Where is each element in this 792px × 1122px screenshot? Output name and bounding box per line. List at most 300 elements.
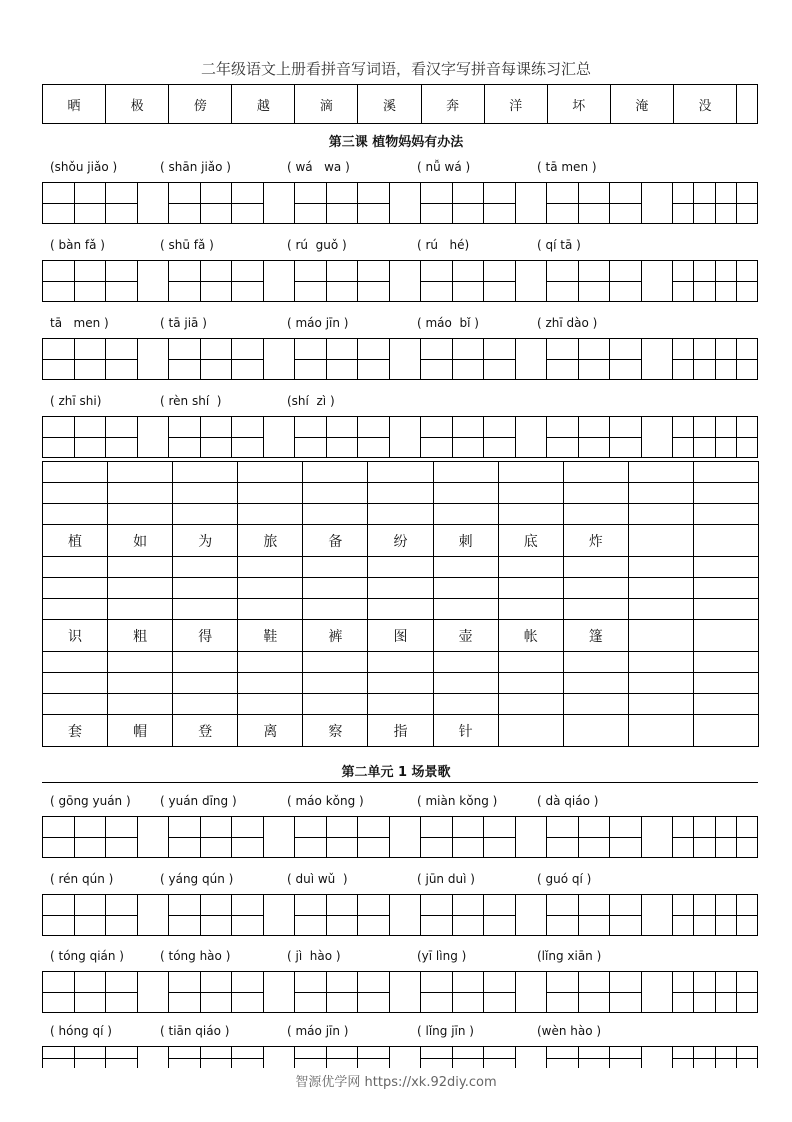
answer-cell[interactable] bbox=[43, 578, 108, 599]
writing-cell[interactable] bbox=[516, 183, 547, 223]
writing-cell[interactable] bbox=[694, 895, 715, 935]
writing-cell[interactable] bbox=[673, 261, 694, 301]
writing-cell[interactable] bbox=[516, 261, 547, 301]
pinyin-answer-row[interactable] bbox=[43, 652, 759, 673]
answer-cell[interactable] bbox=[499, 578, 564, 599]
writing-cell[interactable] bbox=[390, 339, 421, 379]
writing-cell[interactable] bbox=[716, 1047, 737, 1068]
writing-cell[interactable] bbox=[610, 339, 642, 379]
answer-cell[interactable] bbox=[434, 462, 499, 483]
answer-cell[interactable] bbox=[238, 694, 303, 715]
answer-cell[interactable] bbox=[108, 694, 173, 715]
writing-cell[interactable] bbox=[547, 1047, 579, 1068]
answer-cell[interactable] bbox=[173, 673, 238, 694]
writing-word-box[interactable] bbox=[421, 972, 547, 1012]
writing-cell[interactable] bbox=[106, 817, 138, 857]
writing-cell[interactable] bbox=[358, 895, 390, 935]
answer-cell[interactable] bbox=[694, 599, 759, 620]
answer-cell[interactable] bbox=[434, 578, 499, 599]
writing-cell[interactable] bbox=[264, 972, 295, 1012]
answer-cell[interactable] bbox=[238, 462, 303, 483]
pinyin-answer-row[interactable] bbox=[43, 504, 759, 525]
writing-cell[interactable] bbox=[295, 339, 327, 379]
answer-cell[interactable] bbox=[564, 652, 629, 673]
writing-cell[interactable] bbox=[43, 261, 75, 301]
answer-cell[interactable] bbox=[303, 557, 368, 578]
writing-word-box[interactable] bbox=[421, 1047, 547, 1068]
pinyin-answer-row[interactable] bbox=[43, 599, 759, 620]
writing-word-box[interactable] bbox=[43, 261, 169, 301]
writing-cell[interactable] bbox=[421, 1047, 453, 1068]
writing-word-box[interactable] bbox=[673, 895, 757, 935]
writing-cell[interactable] bbox=[295, 1047, 327, 1068]
answer-cell[interactable] bbox=[173, 483, 238, 504]
writing-cell[interactable] bbox=[138, 817, 169, 857]
writing-word-box[interactable] bbox=[169, 895, 295, 935]
writing-cell[interactable] bbox=[106, 183, 138, 223]
writing-cell[interactable] bbox=[610, 972, 642, 1012]
writing-cell[interactable] bbox=[169, 972, 201, 1012]
answer-cell[interactable] bbox=[629, 462, 694, 483]
writing-cell[interactable] bbox=[106, 261, 138, 301]
answer-cell[interactable] bbox=[108, 673, 173, 694]
pinyin-answer-row[interactable] bbox=[43, 673, 759, 694]
writing-cell[interactable] bbox=[516, 417, 547, 457]
writing-cell[interactable] bbox=[75, 817, 107, 857]
writing-cell[interactable] bbox=[138, 183, 169, 223]
writing-word-box[interactable] bbox=[421, 261, 547, 301]
answer-cell[interactable] bbox=[303, 673, 368, 694]
writing-cell[interactable] bbox=[673, 817, 694, 857]
answer-cell[interactable] bbox=[173, 462, 238, 483]
writing-cell[interactable] bbox=[673, 895, 694, 935]
writing-cell[interactable] bbox=[169, 1047, 201, 1068]
writing-cell[interactable] bbox=[75, 895, 107, 935]
writing-cell[interactable] bbox=[737, 1047, 757, 1068]
writing-cell[interactable] bbox=[610, 417, 642, 457]
answer-cell[interactable] bbox=[173, 694, 238, 715]
writing-word-box[interactable] bbox=[547, 183, 673, 223]
writing-word-box[interactable] bbox=[421, 417, 547, 457]
answer-cell[interactable] bbox=[368, 504, 433, 525]
writing-cell[interactable] bbox=[579, 895, 611, 935]
writing-cell[interactable] bbox=[453, 1047, 485, 1068]
answer-cell[interactable] bbox=[694, 652, 759, 673]
writing-cell[interactable] bbox=[390, 417, 421, 457]
writing-cell[interactable] bbox=[264, 417, 295, 457]
writing-cell[interactable] bbox=[484, 261, 516, 301]
writing-cell[interactable] bbox=[295, 972, 327, 1012]
answer-cell[interactable] bbox=[108, 557, 173, 578]
writing-cell[interactable] bbox=[169, 339, 201, 379]
writing-word-box[interactable] bbox=[295, 895, 421, 935]
writing-cell[interactable] bbox=[642, 417, 673, 457]
answer-cell[interactable] bbox=[629, 483, 694, 504]
writing-cell[interactable] bbox=[327, 339, 359, 379]
pinyin-answer-row[interactable] bbox=[43, 557, 759, 578]
writing-word-box[interactable] bbox=[169, 261, 295, 301]
writing-grid[interactable] bbox=[42, 260, 758, 302]
writing-cell[interactable] bbox=[390, 183, 421, 223]
writing-cell[interactable] bbox=[716, 339, 737, 379]
pinyin-answer-row[interactable] bbox=[43, 694, 759, 715]
writing-cell[interactable] bbox=[421, 895, 453, 935]
writing-cell[interactable] bbox=[453, 417, 485, 457]
answer-cell[interactable] bbox=[564, 578, 629, 599]
writing-cell[interactable] bbox=[169, 895, 201, 935]
writing-cell[interactable] bbox=[716, 417, 737, 457]
writing-cell[interactable] bbox=[358, 417, 390, 457]
writing-cell[interactable] bbox=[421, 972, 453, 1012]
answer-cell[interactable] bbox=[368, 557, 433, 578]
writing-word-box[interactable] bbox=[547, 817, 673, 857]
answer-cell[interactable] bbox=[629, 504, 694, 525]
writing-grid[interactable] bbox=[42, 971, 758, 1013]
writing-cell[interactable] bbox=[264, 261, 295, 301]
writing-cell[interactable] bbox=[547, 183, 579, 223]
writing-word-box[interactable] bbox=[673, 339, 757, 379]
writing-cell[interactable] bbox=[75, 417, 107, 457]
writing-cell[interactable] bbox=[484, 339, 516, 379]
answer-cell[interactable] bbox=[564, 504, 629, 525]
writing-cell[interactable] bbox=[579, 817, 611, 857]
writing-cell[interactable] bbox=[295, 183, 327, 223]
answer-cell[interactable] bbox=[173, 578, 238, 599]
answer-cell[interactable] bbox=[629, 599, 694, 620]
answer-cell[interactable] bbox=[564, 462, 629, 483]
writing-cell[interactable] bbox=[716, 817, 737, 857]
answer-cell[interactable] bbox=[499, 557, 564, 578]
answer-cell[interactable] bbox=[499, 652, 564, 673]
writing-word-box[interactable] bbox=[43, 817, 169, 857]
writing-cell[interactable] bbox=[390, 895, 421, 935]
writing-cell[interactable] bbox=[201, 417, 233, 457]
answer-cell[interactable] bbox=[368, 673, 433, 694]
writing-cell[interactable] bbox=[737, 339, 757, 379]
writing-cell[interactable] bbox=[75, 972, 107, 1012]
writing-cell[interactable] bbox=[516, 1047, 547, 1068]
answer-cell[interactable] bbox=[368, 694, 433, 715]
writing-word-box[interactable] bbox=[295, 183, 421, 223]
writing-word-box[interactable] bbox=[547, 261, 673, 301]
writing-cell[interactable] bbox=[642, 895, 673, 935]
writing-cell[interactable] bbox=[106, 972, 138, 1012]
answer-cell[interactable] bbox=[368, 599, 433, 620]
writing-cell[interactable] bbox=[264, 339, 295, 379]
writing-cell[interactable] bbox=[579, 339, 611, 379]
answer-cell[interactable] bbox=[499, 599, 564, 620]
writing-cell[interactable] bbox=[453, 183, 485, 223]
writing-cell[interactable] bbox=[75, 183, 107, 223]
writing-cell[interactable] bbox=[43, 1047, 75, 1068]
writing-cell[interactable] bbox=[358, 339, 390, 379]
answer-cell[interactable] bbox=[629, 652, 694, 673]
writing-cell[interactable] bbox=[327, 183, 359, 223]
writing-cell[interactable] bbox=[642, 972, 673, 1012]
answer-cell[interactable] bbox=[564, 557, 629, 578]
answer-cell[interactable] bbox=[499, 483, 564, 504]
answer-cell[interactable] bbox=[303, 694, 368, 715]
writing-cell[interactable] bbox=[610, 183, 642, 223]
writing-grid[interactable] bbox=[42, 338, 758, 380]
writing-cell[interactable] bbox=[201, 817, 233, 857]
answer-cell[interactable] bbox=[629, 673, 694, 694]
writing-cell[interactable] bbox=[484, 183, 516, 223]
writing-word-box[interactable] bbox=[547, 972, 673, 1012]
answer-cell[interactable] bbox=[694, 673, 759, 694]
writing-cell[interactable] bbox=[716, 895, 737, 935]
writing-cell[interactable] bbox=[390, 817, 421, 857]
answer-cell[interactable] bbox=[238, 673, 303, 694]
answer-cell[interactable] bbox=[43, 652, 108, 673]
writing-cell[interactable] bbox=[453, 261, 485, 301]
answer-cell[interactable] bbox=[43, 694, 108, 715]
writing-cell[interactable] bbox=[43, 895, 75, 935]
writing-cell[interactable] bbox=[737, 417, 757, 457]
writing-word-box[interactable] bbox=[295, 261, 421, 301]
writing-cell[interactable] bbox=[421, 817, 453, 857]
answer-cell[interactable] bbox=[499, 462, 564, 483]
writing-cell[interactable] bbox=[201, 1047, 233, 1068]
answer-cell[interactable] bbox=[43, 504, 108, 525]
writing-cell[interactable] bbox=[484, 972, 516, 1012]
writing-cell[interactable] bbox=[737, 895, 757, 935]
writing-cell[interactable] bbox=[453, 972, 485, 1012]
writing-cell[interactable] bbox=[673, 183, 694, 223]
writing-word-box[interactable] bbox=[43, 895, 169, 935]
answer-cell[interactable] bbox=[368, 483, 433, 504]
answer-cell[interactable] bbox=[368, 652, 433, 673]
writing-word-box[interactable] bbox=[421, 339, 547, 379]
answer-cell[interactable] bbox=[629, 694, 694, 715]
writing-word-box[interactable] bbox=[673, 417, 757, 457]
writing-cell[interactable] bbox=[547, 339, 579, 379]
writing-cell[interactable] bbox=[43, 972, 75, 1012]
writing-word-box[interactable] bbox=[673, 183, 757, 223]
writing-cell[interactable] bbox=[673, 339, 694, 379]
answer-cell[interactable] bbox=[434, 483, 499, 504]
writing-cell[interactable] bbox=[358, 261, 390, 301]
writing-cell[interactable] bbox=[673, 1047, 694, 1068]
writing-cell[interactable] bbox=[579, 261, 611, 301]
writing-cell[interactable] bbox=[138, 972, 169, 1012]
answer-cell[interactable] bbox=[499, 504, 564, 525]
answer-cell[interactable] bbox=[434, 652, 499, 673]
writing-cell[interactable] bbox=[694, 183, 715, 223]
writing-cell[interactable] bbox=[232, 895, 264, 935]
answer-cell[interactable] bbox=[108, 578, 173, 599]
writing-cell[interactable] bbox=[642, 261, 673, 301]
writing-cell[interactable] bbox=[484, 817, 516, 857]
answer-cell[interactable] bbox=[43, 462, 108, 483]
writing-cell[interactable] bbox=[421, 261, 453, 301]
writing-cell[interactable] bbox=[232, 1047, 264, 1068]
writing-cell[interactable] bbox=[138, 261, 169, 301]
writing-cell[interactable] bbox=[138, 1047, 169, 1068]
writing-word-box[interactable] bbox=[673, 1047, 757, 1068]
writing-cell[interactable] bbox=[106, 895, 138, 935]
writing-word-box[interactable] bbox=[421, 817, 547, 857]
writing-cell[interactable] bbox=[716, 183, 737, 223]
writing-cell[interactable] bbox=[295, 817, 327, 857]
writing-word-box[interactable] bbox=[43, 972, 169, 1012]
writing-word-box[interactable] bbox=[169, 417, 295, 457]
writing-word-box[interactable] bbox=[547, 417, 673, 457]
answer-cell[interactable] bbox=[238, 483, 303, 504]
writing-cell[interactable] bbox=[484, 1047, 516, 1068]
answer-cell[interactable] bbox=[564, 599, 629, 620]
answer-cell[interactable] bbox=[173, 599, 238, 620]
answer-cell[interactable] bbox=[108, 504, 173, 525]
writing-cell[interactable] bbox=[169, 183, 201, 223]
writing-cell[interactable] bbox=[516, 895, 547, 935]
answer-cell[interactable] bbox=[108, 652, 173, 673]
writing-cell[interactable] bbox=[295, 895, 327, 935]
writing-word-box[interactable] bbox=[169, 817, 295, 857]
writing-cell[interactable] bbox=[138, 417, 169, 457]
writing-cell[interactable] bbox=[43, 339, 75, 379]
writing-cell[interactable] bbox=[547, 972, 579, 1012]
writing-word-box[interactable] bbox=[547, 1047, 673, 1068]
writing-cell[interactable] bbox=[232, 972, 264, 1012]
writing-cell[interactable] bbox=[232, 339, 264, 379]
writing-cell[interactable] bbox=[579, 183, 611, 223]
answer-cell[interactable] bbox=[694, 483, 759, 504]
writing-cell[interactable] bbox=[716, 261, 737, 301]
writing-cell[interactable] bbox=[169, 817, 201, 857]
writing-cell[interactable] bbox=[358, 1047, 390, 1068]
writing-word-box[interactable] bbox=[43, 1047, 169, 1068]
writing-cell[interactable] bbox=[610, 895, 642, 935]
writing-word-box[interactable] bbox=[43, 417, 169, 457]
writing-cell[interactable] bbox=[673, 417, 694, 457]
writing-cell[interactable] bbox=[484, 895, 516, 935]
writing-cell[interactable] bbox=[106, 417, 138, 457]
writing-cell[interactable] bbox=[642, 1047, 673, 1068]
writing-cell[interactable] bbox=[421, 339, 453, 379]
answer-cell[interactable] bbox=[238, 599, 303, 620]
writing-cell[interactable] bbox=[327, 817, 359, 857]
writing-cell[interactable] bbox=[716, 972, 737, 1012]
writing-cell[interactable] bbox=[694, 417, 715, 457]
answer-cell[interactable] bbox=[694, 694, 759, 715]
writing-cell[interactable] bbox=[327, 972, 359, 1012]
writing-cell[interactable] bbox=[358, 972, 390, 1012]
answer-cell[interactable] bbox=[108, 483, 173, 504]
writing-cell[interactable] bbox=[694, 972, 715, 1012]
answer-cell[interactable] bbox=[238, 557, 303, 578]
writing-word-box[interactable] bbox=[673, 817, 757, 857]
writing-cell[interactable] bbox=[737, 972, 757, 1012]
answer-cell[interactable] bbox=[694, 557, 759, 578]
answer-cell[interactable] bbox=[434, 599, 499, 620]
writing-grid[interactable] bbox=[42, 816, 758, 858]
writing-cell[interactable] bbox=[201, 895, 233, 935]
writing-cell[interactable] bbox=[390, 1047, 421, 1068]
pinyin-answer-row[interactable] bbox=[43, 578, 759, 599]
writing-cell[interactable] bbox=[43, 817, 75, 857]
writing-cell[interactable] bbox=[547, 417, 579, 457]
answer-cell[interactable] bbox=[499, 694, 564, 715]
writing-word-box[interactable] bbox=[295, 417, 421, 457]
writing-cell[interactable] bbox=[547, 817, 579, 857]
writing-cell[interactable] bbox=[43, 183, 75, 223]
writing-cell[interactable] bbox=[579, 417, 611, 457]
answer-cell[interactable] bbox=[368, 462, 433, 483]
writing-word-box[interactable] bbox=[43, 183, 169, 223]
writing-word-box[interactable] bbox=[673, 261, 757, 301]
writing-cell[interactable] bbox=[390, 972, 421, 1012]
writing-cell[interactable] bbox=[484, 417, 516, 457]
writing-cell[interactable] bbox=[264, 817, 295, 857]
writing-cell[interactable] bbox=[295, 417, 327, 457]
writing-cell[interactable] bbox=[694, 817, 715, 857]
answer-cell[interactable] bbox=[303, 462, 368, 483]
answer-cell[interactable] bbox=[43, 599, 108, 620]
pinyin-answer-row[interactable] bbox=[43, 462, 759, 483]
writing-cell[interactable] bbox=[327, 895, 359, 935]
answer-cell[interactable] bbox=[629, 578, 694, 599]
writing-cell[interactable] bbox=[642, 817, 673, 857]
writing-cell[interactable] bbox=[232, 817, 264, 857]
writing-cell[interactable] bbox=[610, 261, 642, 301]
writing-cell[interactable] bbox=[232, 261, 264, 301]
writing-word-box[interactable] bbox=[295, 972, 421, 1012]
writing-word-box[interactable] bbox=[547, 339, 673, 379]
writing-cell[interactable] bbox=[138, 339, 169, 379]
writing-cell[interactable] bbox=[43, 417, 75, 457]
writing-word-box[interactable] bbox=[547, 895, 673, 935]
writing-cell[interactable] bbox=[201, 261, 233, 301]
writing-cell[interactable] bbox=[358, 183, 390, 223]
writing-cell[interactable] bbox=[358, 817, 390, 857]
answer-cell[interactable] bbox=[303, 483, 368, 504]
answer-cell[interactable] bbox=[499, 673, 564, 694]
writing-cell[interactable] bbox=[421, 417, 453, 457]
writing-cell[interactable] bbox=[579, 1047, 611, 1068]
writing-cell[interactable] bbox=[453, 339, 485, 379]
writing-cell[interactable] bbox=[516, 339, 547, 379]
answer-cell[interactable] bbox=[43, 557, 108, 578]
answer-cell[interactable] bbox=[303, 578, 368, 599]
answer-cell[interactable] bbox=[303, 504, 368, 525]
writing-cell[interactable] bbox=[264, 1047, 295, 1068]
answer-cell[interactable] bbox=[108, 462, 173, 483]
writing-cell[interactable] bbox=[264, 895, 295, 935]
answer-cell[interactable] bbox=[694, 578, 759, 599]
writing-grid[interactable] bbox=[42, 1046, 758, 1068]
writing-cell[interactable] bbox=[642, 183, 673, 223]
writing-cell[interactable] bbox=[453, 817, 485, 857]
writing-grid[interactable] bbox=[42, 416, 758, 458]
writing-cell[interactable] bbox=[547, 261, 579, 301]
writing-cell[interactable] bbox=[737, 261, 757, 301]
writing-cell[interactable] bbox=[106, 1047, 138, 1068]
answer-cell[interactable] bbox=[368, 578, 433, 599]
writing-cell[interactable] bbox=[327, 261, 359, 301]
writing-cell[interactable] bbox=[547, 895, 579, 935]
answer-cell[interactable] bbox=[434, 694, 499, 715]
writing-cell[interactable] bbox=[421, 183, 453, 223]
writing-cell[interactable] bbox=[295, 261, 327, 301]
writing-cell[interactable] bbox=[327, 1047, 359, 1068]
writing-cell[interactable] bbox=[75, 1047, 107, 1068]
writing-cell[interactable] bbox=[232, 417, 264, 457]
writing-word-box[interactable] bbox=[169, 339, 295, 379]
writing-word-box[interactable] bbox=[295, 339, 421, 379]
writing-cell[interactable] bbox=[737, 183, 757, 223]
writing-cell[interactable] bbox=[169, 417, 201, 457]
